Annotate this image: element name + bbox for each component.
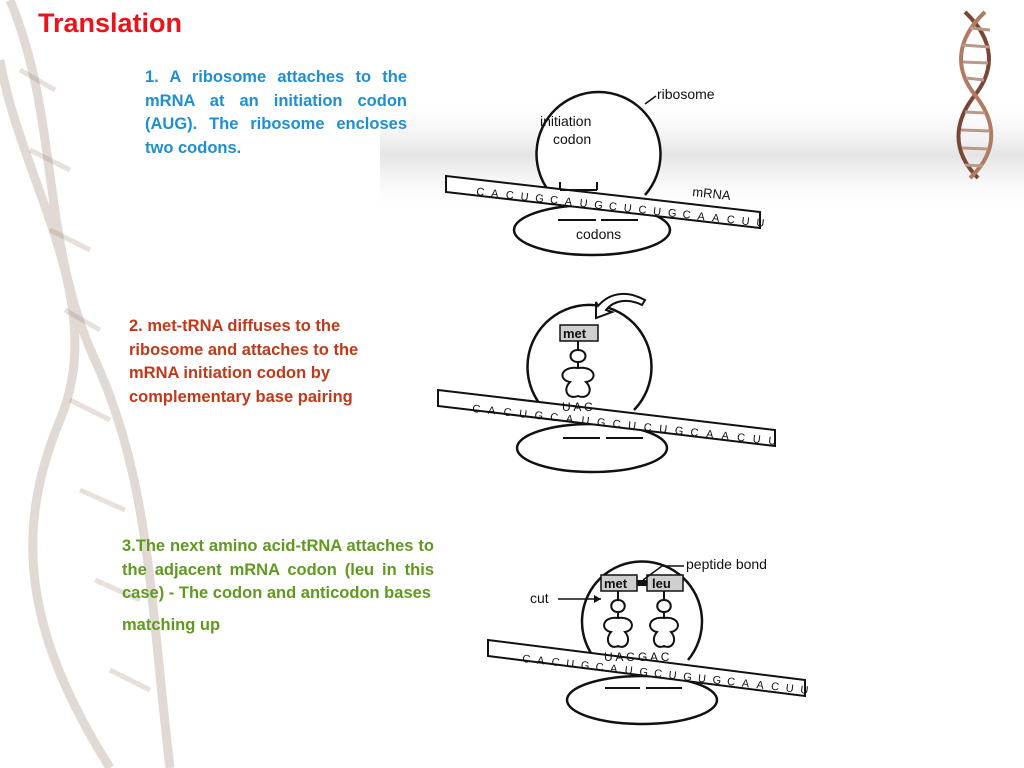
step-3-text-end: matching up: [122, 615, 221, 634]
mrna-base: U: [565, 657, 575, 671]
mrna-base: C: [471, 403, 481, 416]
mrna-base: U: [667, 669, 678, 683]
mrna-base: U: [658, 423, 668, 437]
mrna-base: C: [521, 653, 531, 666]
mrna-base: C: [475, 186, 485, 199]
mrna-base: C: [653, 667, 663, 681]
anticodons-label: U A C G A C: [604, 650, 670, 664]
mrna-base: U: [652, 205, 662, 219]
mrna-base: C: [502, 406, 513, 420]
ribosome-large-subunit: [582, 561, 702, 660]
peptide-bond-marker: [637, 580, 647, 586]
leu-label: leu: [652, 576, 671, 591]
initiation-label: initiation: [540, 113, 592, 129]
mrna-base: A: [696, 210, 706, 224]
mrna-base: A: [755, 679, 765, 692]
mrna-base: G: [711, 674, 722, 688]
mrna-base: C: [681, 208, 692, 222]
mrna-base: C: [594, 661, 605, 675]
mrna-base: U: [624, 664, 634, 678]
slide-title: Translation: [38, 8, 183, 38]
mrna-base: U: [518, 408, 528, 421]
mrna-base: U: [519, 190, 530, 204]
mrna-base: G: [682, 670, 693, 684]
mrna-base: G: [580, 659, 591, 673]
mrna-base: G: [667, 207, 678, 221]
mrna-base: C: [643, 421, 653, 435]
mrna-base: G: [593, 199, 604, 213]
mrna-base: C: [736, 431, 746, 445]
mrna-base: C: [637, 203, 647, 217]
cut-label: cut: [530, 590, 549, 606]
mrna-base: C: [505, 189, 515, 203]
mrna-base: G: [674, 424, 684, 438]
codon-label: codon: [553, 131, 592, 147]
mrna-base: A: [720, 429, 730, 443]
mrna-base: A: [565, 413, 574, 426]
ribosome-label: ribosome: [657, 86, 715, 102]
mrna-base: C: [611, 418, 622, 432]
step-3-text-main: 3.The next amino acid-tRNA attaches to the adjacent mRNA codon (leu in this case) - The codon and anticodon bases: [122, 537, 434, 602]
mrna-base: C: [608, 200, 618, 214]
mrna-base: A: [564, 195, 573, 209]
peptide-bond-label: peptide bond: [686, 556, 767, 572]
mrna-base: C: [550, 656, 561, 670]
ribosome-small-subunit: [567, 676, 717, 724]
mrna-base: G: [533, 409, 544, 423]
mrna-base: U: [799, 684, 809, 697]
codons-label: codons: [576, 226, 622, 242]
mrna-base: G: [596, 416, 607, 430]
mrna-base: U: [623, 202, 633, 216]
step-1-text: 1. A ribosome attaches to the mRNA at an initiation codon (AUG). The ribosome encloses two codons.: [145, 68, 407, 157]
mrna-base: A: [705, 428, 714, 442]
mrna-base: U: [580, 414, 590, 428]
mrna-base: G: [534, 192, 545, 206]
mrna-base: C: [726, 675, 736, 689]
met-label: met: [563, 326, 587, 341]
mrna-base: A: [536, 654, 545, 668]
mrna-label: mRNA: [691, 184, 732, 203]
mrna-base: U: [740, 215, 751, 229]
mrna-base: A: [487, 404, 496, 418]
mrna-base: A: [711, 212, 721, 225]
mrna-base: G: [638, 666, 649, 680]
mrna-base: U: [697, 672, 707, 686]
mrna-base: A: [741, 677, 750, 691]
mrna-base: U: [785, 682, 795, 696]
mrna-base: U: [767, 435, 777, 448]
met-label: met: [604, 576, 628, 591]
mrna-base: U: [578, 197, 589, 211]
mrna-base: C: [726, 213, 736, 227]
mrna-base: C: [770, 680, 780, 694]
step-2-text: 2. met-tRNA diffuses to the ribosome and attaches to the mRNA initiation codon by complementary base pairing: [129, 317, 359, 406]
mrna-base: C: [549, 411, 559, 425]
mrna-base: A: [609, 662, 619, 676]
mrna-base: C: [549, 194, 559, 208]
mrna-base: U: [752, 433, 762, 447]
mrna-base: U: [627, 419, 637, 433]
mrna-base: U: [755, 217, 765, 230]
mrna-base: A: [490, 187, 499, 201]
anticodon-label: U A C: [562, 400, 593, 414]
mrna-base: C: [689, 426, 699, 440]
